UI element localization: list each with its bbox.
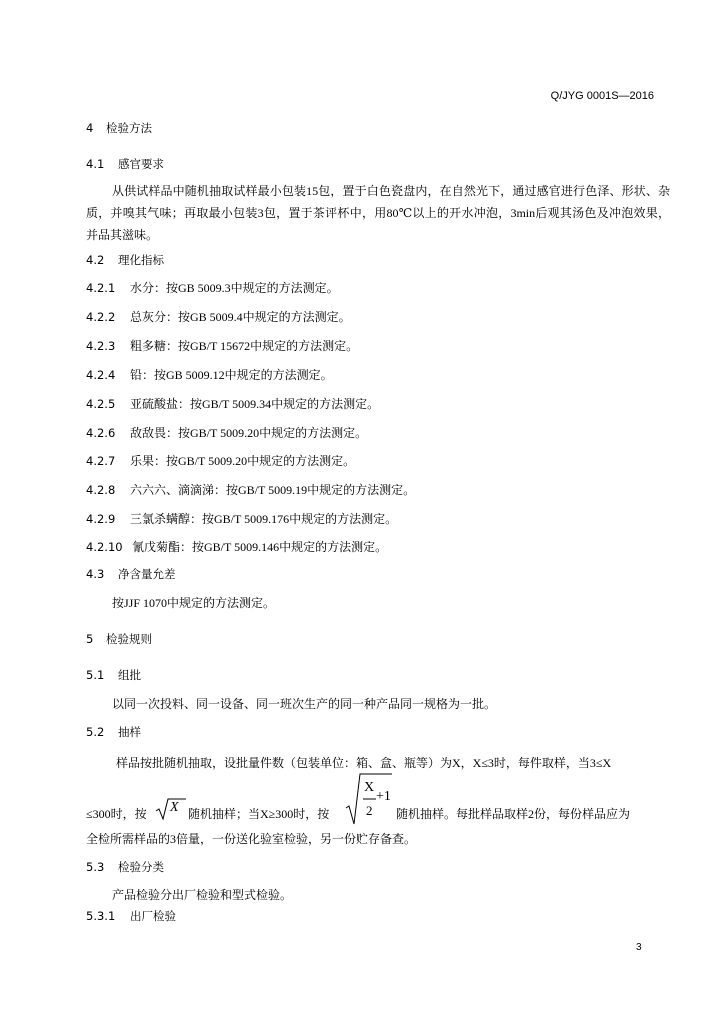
item-text: 六六六、滴滴涕：按GB/T 5009.19中规定的方法测定。 — [130, 483, 416, 497]
section-title: 检验分类 — [118, 860, 164, 874]
section-title: 抽样 — [118, 725, 141, 739]
item-text: 总灰分：按GB 5009.4中规定的方法测定。 — [130, 310, 351, 324]
list-item — [86, 395, 379, 412]
section-title: 检验规则 — [106, 632, 152, 646]
section-number: 4.2 — [86, 253, 105, 267]
section-number: 5.2 — [86, 725, 105, 739]
inspection-classification-text: 产品检验分出厂检验和型式检验。 — [112, 888, 293, 902]
sqrt-fraction-formula — [345, 772, 393, 826]
section-title: 理化指标 — [118, 253, 164, 267]
section-number: 5.3 — [86, 860, 105, 874]
item-number: 4.2.8 — [86, 483, 116, 497]
list-item — [86, 538, 387, 555]
item-number: 4.2.3 — [86, 339, 116, 353]
section-title: 净含量允差 — [118, 567, 176, 581]
sampling-line-2-start: ≤300时，按 — [86, 807, 147, 821]
section-4-heading — [86, 120, 152, 136]
section-5-3-heading — [86, 859, 164, 875]
net-content-text: 按JJF 1070中规定的方法测定。 — [112, 596, 276, 610]
item-number: 4.2.9 — [86, 512, 116, 526]
sampling-line-2-middle: 随机抽样；当X≥300时，按 — [188, 807, 330, 821]
section-5-1-heading — [86, 667, 141, 683]
sensory-requirement-text: 从供试样品中随机抽取试样最小包装15包，置于白色瓷盘内，在自然光下，通过感官进行色泽、形状、杂质，并嗅其气味；再取最小包装3包，置于茶评杯中，用80℃以上的开水冲泡，3min后观其汤色及冲泡效果，并品其滋味。 — [86, 184, 670, 242]
item-number: 4.2.2 — [86, 310, 116, 324]
section-number: 4 — [86, 121, 94, 135]
item-number: 4.2.10 — [86, 540, 123, 554]
list-item — [86, 481, 415, 498]
item-text: 亚硫酸盐：按GB/T 5009.34中规定的方法测定。 — [130, 397, 380, 411]
section-4-3-heading — [86, 566, 176, 582]
section-number: 5 — [86, 632, 94, 646]
list-item — [86, 510, 397, 527]
sampling-line-2-end: 随机抽样。每批样品取样2份，每份样品应为 — [396, 807, 631, 821]
item-text: 铅：按GB 5009.12中规定的方法测定。 — [130, 368, 333, 382]
item-number: 4.2.7 — [86, 454, 116, 468]
section-number: 4.1 — [86, 157, 105, 171]
list-item — [86, 424, 367, 441]
sampling-line-1: 样品按批随机抽取，设批量件数（包装单位：箱、盒、瓶等）为X，X≤3时，每件取样，当3≤X — [116, 756, 612, 770]
document-code: Q/JYG 0001S—2016 — [550, 90, 654, 102]
item-text: 敌敌畏：按GB/T 5009.20中规定的方法测定。 — [130, 426, 368, 440]
item-text: 水分：按GB 5009.3中规定的方法测定。 — [130, 281, 339, 295]
list-item — [86, 308, 351, 325]
section-number: 4.3 — [86, 567, 105, 581]
section-title: 感官要求 — [118, 157, 164, 171]
fraction-numerator: X — [364, 780, 375, 795]
list-item — [86, 452, 355, 469]
sqrt-x-formula — [155, 797, 187, 821]
item-text: 粗多糖：按GB/T 15672中规定的方法测定。 — [130, 339, 359, 353]
section-title: 组批 — [118, 668, 141, 682]
fraction-denominator: 2 — [366, 803, 373, 818]
list-item — [86, 366, 333, 383]
list-item — [86, 337, 358, 354]
item-number: 4.2.1 — [86, 281, 116, 295]
section-4-2-heading — [86, 252, 164, 268]
section-5-3-1-heading — [86, 908, 176, 924]
item-text: 乐果：按GB/T 5009.20中规定的方法测定。 — [130, 454, 356, 468]
item-number: 4.2.4 — [86, 368, 116, 382]
page-number: 3 — [636, 942, 642, 953]
list-item — [86, 279, 339, 296]
item-number: 4.2.6 — [86, 426, 116, 440]
section-title: 出厂检验 — [130, 909, 176, 923]
section-5-heading — [86, 631, 152, 647]
section-number: 5.1 — [86, 668, 105, 682]
item-text: 三氯杀螨醇：按GB/T 5009.176中规定的方法测定。 — [130, 512, 398, 526]
fraction-plus-one: +1 — [376, 789, 391, 804]
section-5-2-heading — [86, 724, 141, 740]
sampling-line-3: 全检所需样品的3倍量，一份送化验室检验，另一份贮存备查。 — [86, 832, 417, 846]
item-text: 氰戊菊酯：按GB/T 5009.146中规定的方法测定。 — [132, 540, 388, 554]
item-number: 4.2.5 — [86, 397, 116, 411]
section-4-1-heading — [86, 156, 164, 172]
section-title: 检验方法 — [106, 121, 152, 135]
batch-definition-text: 以同一次投料、同一设备、同一班次生产的同一种产品同一规格为一批。 — [112, 697, 497, 711]
section-number: 5.3.1 — [86, 909, 116, 923]
sqrt-variable: X — [170, 800, 179, 815]
